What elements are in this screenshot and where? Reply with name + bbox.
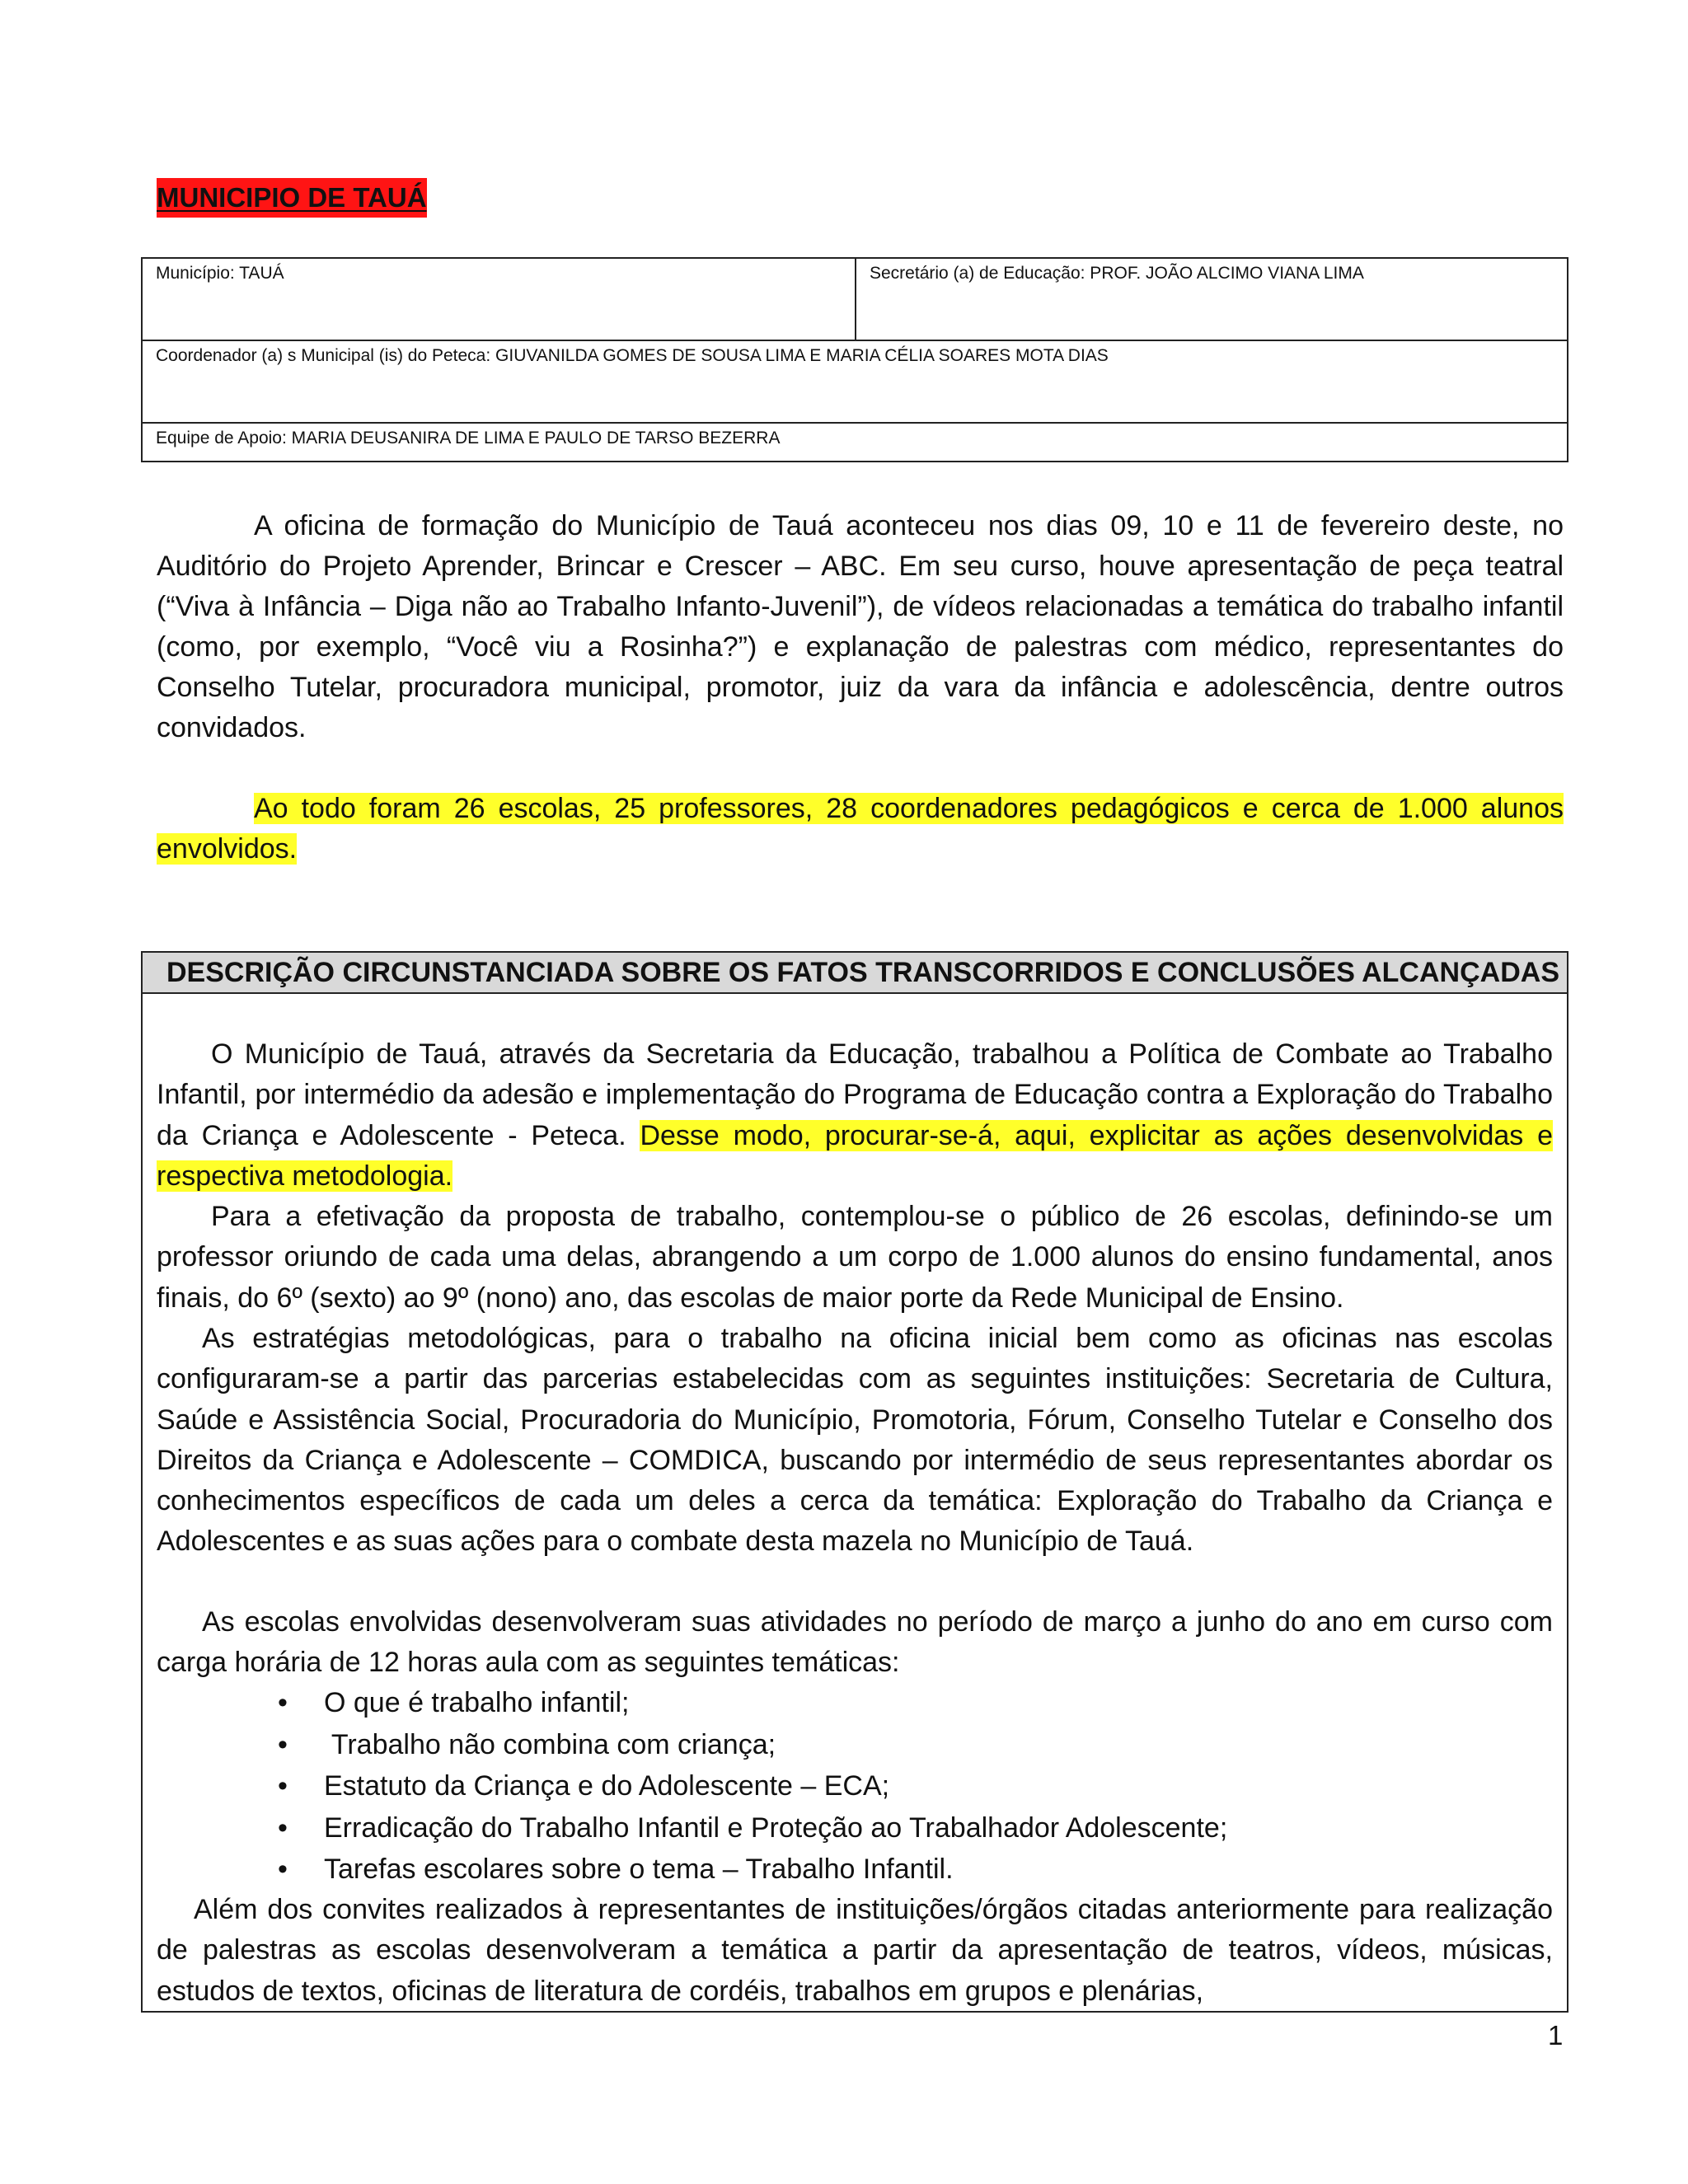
description-box bbox=[141, 951, 1568, 2013]
bullet-icon: • bbox=[278, 1687, 288, 1718]
bullet-icon: • bbox=[278, 1811, 288, 1844]
list-item bbox=[266, 1807, 1503, 1849]
info-table bbox=[141, 257, 1568, 462]
bullet-icon: • bbox=[278, 1728, 288, 1760]
p1-text: O Município de Tauá, através da Secretaria da Educação, trabalhou a Política de Combate ao Trabalho Infantil, por intermédio da adesão e implementação do Programa de Educação contra a Exploração do Trabalho da Criança e Adolescente - Peteca. bbox=[157, 1038, 1553, 1151]
list-item-text: Trabalho não combina com criança; bbox=[324, 1728, 776, 1760]
list-item bbox=[266, 1765, 1503, 1807]
description-header: DESCRIÇÃO CIRCUNSTANCIADA SOBRE OS FATOS TRANSCORRIDOS E CONCLUSÕES ALCANÇADAS bbox=[143, 953, 1567, 994]
p1-highlight: Desse modo, procurar-se-á, aqui, explicitar as ações desenvolvidas e respectiva metodologia. bbox=[157, 1119, 1553, 1192]
info-row bbox=[143, 424, 1567, 462]
secretario-cell: Secretário (a) de Educação: PROF. JOÃO ALCIMO VIANA LIMA bbox=[870, 264, 1364, 283]
list-item-text: Erradicação do Trabalho Infantil e Proteção ao Trabalhador Adolescente; bbox=[324, 1811, 1228, 1844]
list-item-text: Tarefas escolares sobre o tema – Trabalho Infantil. bbox=[324, 1854, 954, 1886]
list-item-text: Estatuto da Criança e do Adolescente – ECA; bbox=[324, 1770, 890, 1802]
description-paragraph-5: Além dos convites realizados à representantes de instituições/órgãos citadas anteriormente para realização de palestras as escolas desenvolveram a temática a partir da apresentação de teatros, vídeos, músicas, estudos de textos, oficinas de literatura de cordéis, trabalhos em grupos e plenárias, bbox=[157, 1894, 1553, 2007]
bullet-icon: • bbox=[278, 1770, 288, 1802]
list-item bbox=[266, 1724, 1503, 1766]
page-title: MUNICIPIO DE TAUÁ bbox=[157, 178, 427, 218]
bullet-icon: • bbox=[278, 1854, 288, 1886]
description-paragraph-1 bbox=[157, 1034, 1553, 1197]
description-paragraph-4: As escolas envolvidas desenvolveram suas atividades no período de março a junho do ano em curso com carga horária de 12 horas aula com as seguintes temáticas: bbox=[157, 1606, 1553, 1679]
description-paragraph-2: Para a efetivação da proposta de trabalho, contemplou-se o público de 26 escolas, definindo-se um professor oriundo de cada uma delas, abrangendo a um corpo de 1.000 alunos do ensino fundamental, anos finais, do 6º (sexto) ao 9º (nono) ano, das escolas de maior porte da Rede Municipal de Ensino. bbox=[157, 1201, 1553, 1314]
info-row bbox=[143, 341, 1567, 424]
list-item bbox=[266, 1682, 1503, 1724]
municipio-cell: Município: TAUÁ bbox=[143, 259, 856, 340]
description-paragraph-3: As estratégias metodológicas, para o trabalho na oficina inicial bem como as oficinas nas escolas configuraram-se a partir das parcerias estabelecidas com as seguintes instituições: Secretaria de Cultura, Saúde e Assistência Social, Procuradoria do Município, Promotoria, Fórum, Conselho Tutelar e Conselho dos Direitos da Criança e Adolescente – COMDICA, buscando por intermédio de seus representantes abordar os conhecimentos específicos de cada um deles a cerca da temática: Exploração do Trabalho da Criança e Adolescentes e as suas ações para o combate desta mazela no Município de Tauá. bbox=[157, 1323, 1553, 1558]
list-item-text: O que é trabalho infantil; bbox=[324, 1687, 630, 1718]
info-row bbox=[143, 259, 1567, 341]
topics-list bbox=[266, 1682, 1503, 1891]
summary-paragraph bbox=[157, 789, 1564, 869]
page-number: 1 bbox=[1548, 2020, 1564, 2050]
intro-paragraph bbox=[157, 506, 1564, 748]
summary-highlight: Ao todo foram 26 escolas, 25 professores, 28 coordenadores pedagógicos e cerca de 1.000 alunos envolvidos. bbox=[157, 793, 1564, 865]
intro-text: A oficina de formação do Município de Tauá aconteceu nos dias 09, 10 e 11 de fevereiro deste, no Auditório do Projeto Aprender, Brincar e Crescer – ABC. Em seu curso, houve apresentação de peça teatral (“Viva à Infância – Diga não ao Trabalho Infanto-Juvenil”), de vídeos relacionadas a temática do trabalho infantil (como, por exemplo, “Você viu a Rosinha?”) e explanação de palestras com médico, representantes do Conselho Tutelar, procuradora municipal, promotor, juiz da vara da infância e adolescência, dentre outros convidados. bbox=[157, 510, 1564, 743]
list-item bbox=[266, 1849, 1503, 1891]
coordenador-cell: Coordenador (a) s Municipal (is) do Peteca: GIUVANILDA GOMES DE SOUSA LIMA E MARIA CÉLIA SOARES MOTA DIAS bbox=[156, 346, 1109, 365]
equipe-cell: Equipe de Apoio: MARIA DEUSANIRA DE LIMA E PAULO DE TARSO BEZERRA bbox=[156, 429, 781, 448]
